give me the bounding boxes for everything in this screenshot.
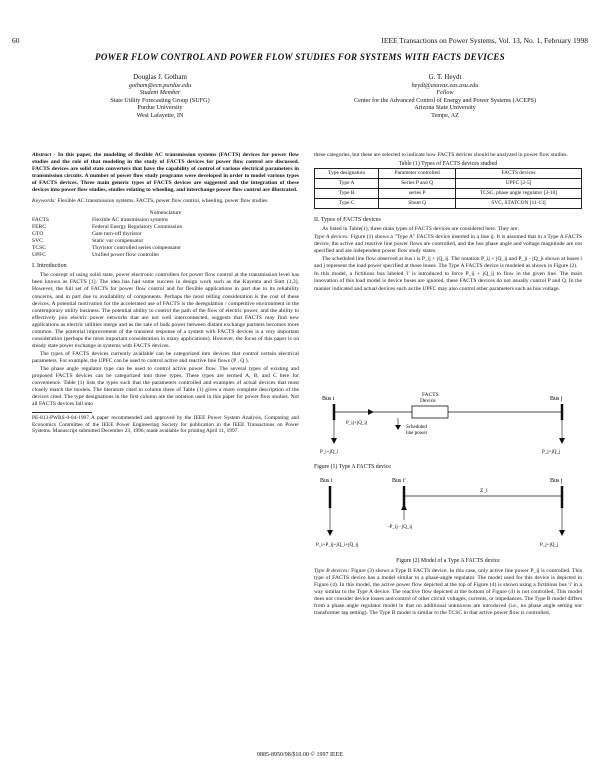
table-cell: Type A <box>315 179 379 189</box>
table-cell: Type B <box>315 189 379 199</box>
scheduled-label: Scheduled <box>406 425 427 430</box>
load-label: P_i+P_ij+jQ_i+jQ_ij <box>316 543 359 548</box>
scheduled-label: line power <box>406 431 428 436</box>
arrow-down-icon <box>327 530 333 536</box>
nomenclature-desc: Federal Energy Regulatory Commission <box>92 224 183 231</box>
flow-arrow-icon <box>368 409 374 415</box>
impedance-label: Z_l <box>480 488 488 494</box>
nomenclature-abbr: FERC <box>32 224 46 231</box>
facts-types-table <box>314 168 582 209</box>
footnote: PE-813-PWRS-0-04-1997 A paper recommended and approved by the IEEE Power System Analysis, Computing and Economics Committee of the IEEE Power Engineering Society for publication in the IEEE Transactions on Power Systems. Manuscript submitted December 23, 1996; made available for printing April 11, 1997. <box>32 415 299 435</box>
author-email: gotham@ecn.purdue.edu <box>128 81 192 89</box>
author-name: G. T. Heydt <box>428 73 462 81</box>
figure-2-diagram <box>314 474 582 558</box>
load-label: P_j+jQ_j <box>540 543 559 548</box>
keywords-text: Flexible AC transmission systems, FACTS, power flow control, wheeling, power flow studies <box>56 198 268 205</box>
paragraph: The types of FACTS devices currently available can be categorized into devices that control certain electrical parameters. For example, the UPFC can be used to control active and reactive line flows (P , Q ). <box>32 350 299 364</box>
load-label: P_j+jQ_j <box>542 450 561 455</box>
paper-title: POWER FLOW CONTROL AND POWER FLOW STUDIES FOR SYSTEMS WITH FACTS DEVICES <box>95 52 505 62</box>
left-column <box>32 152 299 436</box>
arrow-down-icon <box>395 425 401 430</box>
nomenclature-row <box>32 224 299 231</box>
paragraph: In this model, a fictitious bus labeled 'i' is introduced to force P_ij + jQ_ij to flow in the given line. The main innovation of this load model is device buses are ignored, these FACTS devices do not usually control P and Q. In the manner indicated and actual devices such as the UPFC may also control other parameters such as bus voltage. <box>314 271 582 292</box>
arrow-down-icon <box>559 530 565 536</box>
section-heading: II. Types of FACTS devices <box>314 217 381 224</box>
abstract-text: - In this paper, the modeling of flexible AC transmission systems (FACTS) devices for power flow studies and the role of that modeling in the study of FACTS devices for power flow control are discussed. FACTS devices are solid state converters that have the capability of control of various electrical parameters in transmission circuits. A number of power flow study programs were developed in order to model various types of FACTS devices. Three main generic types of FACTS devices are suggested and the integration of these devices into power flow studies, studies relating to wheeling, and interchange power flow control are illustrated. <box>32 152 299 194</box>
arrow-down-icon <box>331 438 337 444</box>
author-affiliation: Tempe, AZ <box>431 111 459 119</box>
author-email: heydt@asuvax.eas.asu.edu <box>411 81 479 89</box>
page-number: 60 <box>12 36 20 45</box>
author-affiliation: Purdue University <box>137 104 183 112</box>
table-caption: Table (1) Types of FACTS devices studied <box>398 161 498 168</box>
keywords <box>32 198 299 205</box>
nomenclature-abbr: SVC <box>32 238 43 245</box>
nomenclature-abbr: FACTS <box>32 217 49 224</box>
arrow-up-icon <box>401 504 407 510</box>
paragraph: The concept of using solid state, power electronic controllers for power flow control at the transmission level has been known as FACTS [1]. The idea has had some success in design work such as the Kayenta and Slatt (1,3]. However, the full set of FACTS for power flow control and for flexible applications in part due to its reliability concerns, and in part due to availability of components. Perhaps the most telling consideration is the cost of these devices. A potential motivation for the accelerated use of FACTS is the deregulation / competitive environment in the contemporary utility business. The potential ability to control the path of the flow of electric power, and the ability to effectively join electric power networks that are not well interconnected, suggests that FACTS may find new applications as electric utilities merge and as the sale of bulk power between distant exchange partners becomes more common. The potential improvement of the transient response of a system with FACTS devices is a very important consideration (perhaps the most important consideration in many applications). However, the focus of this paper is on steady state power exchange in systems with FACTS devices. <box>32 272 299 349</box>
flow-label: P_ij+jQ_ij <box>346 421 368 426</box>
author-affiliation: Center for the Advanced Control of Energy and Power Systems (ACEPS) <box>353 96 537 104</box>
nomenclature-row <box>32 217 299 224</box>
table-cell: Series P and Q <box>379 179 456 189</box>
table-cell: SVC, STATCON [11-13] <box>456 199 582 209</box>
table-row <box>315 199 582 209</box>
arrow-down-icon <box>559 438 565 444</box>
section-heading: I. Introduction <box>32 263 67 270</box>
author-block-2 <box>320 74 570 120</box>
bus-j-label: Bus j <box>550 478 563 484</box>
nomenclature-title: Nomenclature <box>149 210 182 217</box>
author-affiliation: State Utility Forecasting Group (SUFG) <box>110 96 210 104</box>
right-column <box>314 152 582 294</box>
author-affiliation: West Lafayette, IN <box>136 111 184 119</box>
nomenclature <box>32 210 299 259</box>
nomenclature-abbr: UPFC <box>32 252 46 259</box>
table-cell: Shunt Q <box>379 199 456 209</box>
facts-device-box <box>412 406 448 418</box>
author-block-1 <box>40 74 280 120</box>
nomenclature-desc: Gate turn-off thyristor <box>92 231 142 238</box>
nomenclature-desc: Static var compensator <box>92 238 144 245</box>
table-cell: series P <box>379 189 456 199</box>
paragraph <box>314 568 582 617</box>
paragraph-text: Figure (3) shows a Type B FACTS device. In this case, only active line power P_ij is controlled. This type of FACTS device has a model similar to a phase-angle regulator. The model used for this device is depicted in Figure (4). In this model, the active power flow depicted at the top of Figure (4) is shown using a fictitious bus 'i' in a way similar to the Type A device. The reactive flow depicted at the bottom of Figure (4) is not controlled. This model does not consider device losses and control of other circuit voltages, currents, or impedances. The Type B model differs from a phase angle regulator model in that no additional unknowns are introduced (i.e., no phase angle setting nor transformer tap setting). The Type B model is similar to the TCSC in that active power flow is controlled, <box>314 568 582 617</box>
copyright-footer: 0885-8950/98/$10.00 © 1997 IEEE <box>257 752 343 758</box>
abstract-label: Abstract <box>32 152 52 158</box>
bus-i-label: Bus i <box>322 396 335 402</box>
author-affiliation: Arizona State University <box>414 104 476 112</box>
nomenclature-row <box>32 231 299 238</box>
nomenclature-desc: Unified power flow controller <box>92 252 160 259</box>
table-header: Type designation <box>315 169 379 179</box>
paragraph: As listed in Table(1), three main types of FACTS devices are considered here. They are: <box>322 226 519 233</box>
table-header-row <box>315 169 582 179</box>
paragraph: The phase angle regulator type can be used to control active power flow. The several types of existing and proposed FACTS devices can be categorized into three types. These types are termed A, B, and C here for convenience. Table (1) lists the types such that the parameters controlled and examples of actual devices that most closely match the models. The literature cited in column three of Table (1) gives a more complete description of the devices cited. The type designations in the first column are the notation used in this paper for power flow studies. Not all FACTS devices fall into <box>32 365 299 408</box>
table-cell: Type C <box>315 199 379 209</box>
nomenclature-desc: Flexible AC transmission systems <box>92 217 168 224</box>
paragraph-text: Figure (1) shows a "Type A" FACTS device inserted in a line ij. It is assumed that in a Type A FACTS device, the active and reactive line power flows are controlled, and the bus phase angle and voltage magnitude are not specified and are independent power flow study states. <box>314 234 582 255</box>
paragraph: The scheduled line flow observed at bus i is P_ij + jQ_ij. The notation P_ij + jQ_ij and P_ji - jQ_ji shown at buses i and j represent the load power specified at those buses. The Type A FACTS device is modeled as shown in Figure (2). <box>314 256 582 270</box>
nomenclature-row <box>32 245 299 252</box>
table-row <box>315 189 582 199</box>
author-name: Douglas J. Gotham <box>133 73 187 81</box>
bus-j-label: Bus j <box>550 396 563 402</box>
right-column-continued <box>314 568 582 618</box>
injection-label: -P_ij - jQ_ij <box>388 525 413 530</box>
table-cell: TCSC, phase angle regulator [3-10] <box>456 189 582 199</box>
journal-header: IEEE Transactions on Power Systems, Vol. 13, No. 1, February 1998 <box>381 36 588 45</box>
device-label: Device <box>420 398 436 404</box>
nomenclature-desc: Thyristor controlled series compensator <box>92 245 182 252</box>
footnote-rule <box>32 412 92 413</box>
facts-label: FACTS <box>422 392 439 398</box>
figure-2-caption: Figure (2) Model of a Type A FACTS device <box>396 558 500 564</box>
table-cell: UPFC [2-5] <box>456 179 582 189</box>
paragraph <box>314 234 582 255</box>
author-grade: Fellow <box>436 89 454 97</box>
type-label: Type A devices: <box>314 234 350 241</box>
bus-i-prime-label: Bus i' <box>392 478 406 484</box>
nomenclature-abbr: TCSC <box>32 245 46 252</box>
nomenclature-row <box>32 238 299 245</box>
figure-1-caption: Figure (1) Type A FACTS device <box>314 464 391 470</box>
table-row <box>315 179 582 189</box>
figure-1-diagram <box>314 390 582 464</box>
table-header: FACTS devices <box>456 169 582 179</box>
table-header: Parameter controlled <box>379 169 456 179</box>
nomenclature-row <box>32 252 299 259</box>
paragraph: these categories, but these are selected to indicate how FACTS devices should be analyzed in power flow studies. <box>314 152 568 158</box>
abstract <box>32 152 299 194</box>
nomenclature-abbr: GTO <box>32 231 44 238</box>
bus-i-label: Bus i <box>320 478 333 484</box>
keywords-label: Keywords: <box>32 198 57 205</box>
type-label: Type B devices: <box>314 568 350 574</box>
author-grade: Student Member <box>139 89 181 97</box>
load-label: P_i+jQ_i <box>320 450 339 455</box>
